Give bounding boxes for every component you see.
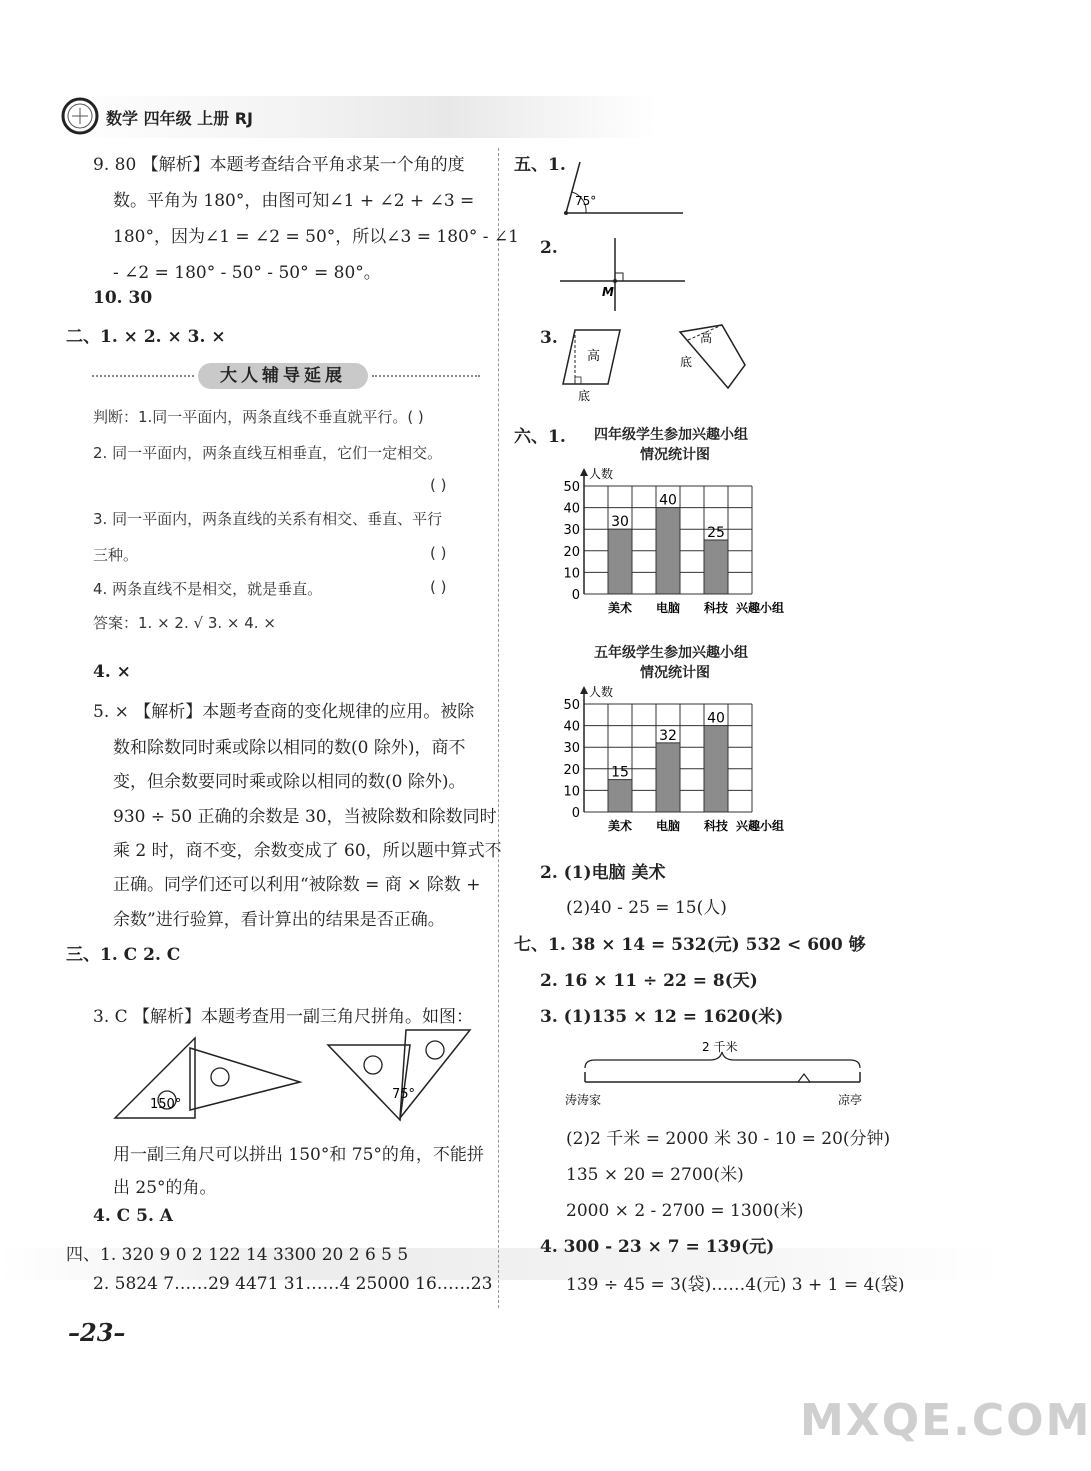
q5-line2: 数和除数同时乘或除以相同的数(0 除外)，商不 bbox=[113, 738, 466, 758]
y-axis-arrow bbox=[580, 686, 588, 694]
s7-q3b: (2)2 千米 = 2000 米 30 - 10 = 20(分钟) bbox=[566, 1129, 891, 1149]
ruler-pair-150 bbox=[115, 1038, 300, 1118]
y-tick-label: 10 bbox=[563, 566, 580, 582]
bar-value-label: 30 bbox=[611, 514, 629, 531]
ext-line6-blank: ( ) bbox=[430, 578, 447, 596]
ext-line4: 3. 同一平面内，两条直线的关系有相交、垂直、平行 bbox=[93, 510, 443, 528]
base-label-1: 底 bbox=[578, 389, 591, 403]
height-label-1: 高 bbox=[587, 349, 601, 364]
angle-75-label: 75° bbox=[392, 1087, 416, 1102]
bar-value-label: 15 bbox=[611, 764, 629, 781]
angle-75-drawing bbox=[558, 160, 688, 220]
s7-q1: 七、1. 38 × 14 = 532(元) 532 < 600 够 bbox=[514, 935, 866, 955]
s7-q3d: 2000 × 2 - 2700 = 1300(米) bbox=[566, 1201, 804, 1221]
q9-line2: 数。平角为 180°，由图可知∠1 + ∠2 + ∠3 = bbox=[113, 191, 475, 211]
bar-value-label: 40 bbox=[707, 710, 725, 727]
bar bbox=[608, 529, 632, 594]
base-label-2: 底 bbox=[680, 355, 693, 369]
q5-line1: 5. × 【解析】本题考查商的变化规律的应用。被除 bbox=[93, 702, 475, 722]
section-4-line2: 2. 5824 7……29 4471 31……4 25000 16……23 bbox=[93, 1274, 493, 1294]
s7-q4b: 139 ÷ 45 = 3(袋)……4(元) 3 + 1 = 4(袋) bbox=[566, 1275, 905, 1295]
y-tick-label: 40 bbox=[563, 501, 580, 517]
q5-line7: 余数”进行验算，看计算出的结果是否正确。 bbox=[113, 910, 445, 930]
ext-line3: ( ) bbox=[430, 476, 447, 494]
x-category-label: 电脑 bbox=[655, 819, 681, 833]
pavilion-label: 凉亭 bbox=[838, 1093, 863, 1107]
ext-line2: 2. 同一平面内，两条直线互相垂直，它们一定相交。 bbox=[93, 444, 443, 462]
x-category-label: 科技 bbox=[703, 601, 729, 615]
q10: 10. 30 bbox=[93, 288, 153, 308]
s5-angle-label: 75° bbox=[575, 194, 597, 208]
y-tick-label: 0 bbox=[571, 588, 580, 603]
s7-q2: 2. 16 × 11 ÷ 22 = 8(天) bbox=[540, 971, 758, 991]
watermark-text: MXQE.COM bbox=[800, 1395, 1091, 1446]
book-logo-icon bbox=[60, 96, 100, 136]
bar bbox=[656, 743, 680, 812]
y-axis-label: 人数 bbox=[589, 467, 614, 481]
s3-note2: 出 25°的角。 bbox=[113, 1178, 217, 1198]
rotated-quad-height bbox=[680, 325, 745, 388]
column-divider bbox=[498, 148, 499, 1308]
s3-q45: 4. C 5. A bbox=[93, 1206, 173, 1226]
ext-line6: 4. 两条直线不是相交，就是垂直。 bbox=[93, 580, 323, 598]
q9-line3: 180°，因为∠1 = ∠2 = 50°，所以∠3 = 180° - ∠1 bbox=[113, 227, 519, 247]
s5-q2: 2. bbox=[540, 238, 558, 258]
extension-banner: 大人辅导延展 bbox=[198, 363, 368, 389]
x-axis-label: 兴趣小组 bbox=[735, 819, 785, 833]
q4: 4. × bbox=[93, 662, 131, 682]
banner-dots-right bbox=[372, 375, 480, 377]
s5-q3-label: 3. bbox=[540, 328, 558, 348]
distance-diagram bbox=[560, 1038, 880, 1110]
page-number: –23– bbox=[68, 1318, 126, 1347]
y-axis-arrow bbox=[580, 468, 588, 476]
q5-line3: 变，但余数要同时乘或除以相同的数(0 除外)。 bbox=[113, 772, 466, 792]
s7-q4: 4. 300 - 23 × 7 = 139(元) bbox=[540, 1237, 775, 1257]
chart2-subtitle: 情况统计图 bbox=[640, 665, 710, 681]
header-title: 数学 四年级 上册 RJ bbox=[106, 109, 253, 128]
q9-line1: 9. 80 【解析】本题考查结合平角求某一个角的度 bbox=[93, 155, 465, 175]
y-tick-label: 30 bbox=[563, 741, 580, 757]
s6-q2b: (2)40 - 25 = 15(人) bbox=[566, 898, 727, 918]
ruler-pair-75 bbox=[328, 1030, 470, 1120]
perpendicular-drawing bbox=[560, 236, 690, 316]
ext-line1: 判断：1.同一平面内，两条直线不垂直就平行。( ) bbox=[93, 408, 424, 426]
ext-line5: 三种。 bbox=[93, 546, 139, 564]
y-tick-label: 50 bbox=[563, 480, 580, 495]
angle-150-label: 150° bbox=[150, 1097, 182, 1112]
ext-line5-blank: ( ) bbox=[430, 544, 447, 562]
section-4-line1: 四、1. 320 9 0 2 122 14 3300 20 2 6 5 5 bbox=[66, 1245, 409, 1265]
banner-dots-left bbox=[92, 375, 194, 377]
y-tick-label: 10 bbox=[563, 784, 580, 800]
section-2: 二、1. × 2. × 3. × bbox=[66, 327, 226, 347]
height-label-2: 高 bbox=[700, 331, 713, 345]
point-m-label: M bbox=[602, 285, 614, 299]
x-axis-label: 兴趣小组 bbox=[735, 601, 785, 615]
x-category-label: 美术 bbox=[607, 601, 633, 615]
y-tick-label: 20 bbox=[563, 544, 580, 560]
bar-value-label: 25 bbox=[707, 525, 725, 541]
chart2-svg bbox=[556, 682, 826, 842]
x-category-label: 科技 bbox=[703, 819, 729, 833]
ext-answer: 答案：1. × 2. √ 3. × 4. × bbox=[93, 614, 276, 632]
y-tick-label: 0 bbox=[571, 806, 580, 821]
s6-q1: 六、1. bbox=[514, 427, 566, 447]
bar bbox=[704, 726, 728, 812]
s3-note1: 用一副三角尺可以拼出 150°和 75°的角，不能拼 bbox=[113, 1145, 484, 1165]
triangle-rulers-figure bbox=[110, 1030, 490, 1130]
bar-value-label: 32 bbox=[659, 727, 677, 744]
distance-label: 2 千米 bbox=[702, 1040, 738, 1054]
bar bbox=[704, 540, 728, 594]
q9-line4: - ∠2 = 180° - 50° - 50° = 80°。 bbox=[113, 263, 381, 283]
home-label: 涛涛家 bbox=[565, 1093, 602, 1107]
chart1-svg bbox=[556, 464, 826, 624]
chart1-subtitle: 情况统计图 bbox=[640, 447, 710, 463]
page-number-value: 23 bbox=[80, 1318, 114, 1347]
bar-value-label: 40 bbox=[659, 492, 677, 509]
s6-q2: 2. (1)电脑 美术 bbox=[540, 863, 666, 883]
s7-q3: 3. (1)135 × 12 = 1620(米) bbox=[540, 1007, 784, 1027]
s5-q1: 五、1. bbox=[514, 155, 566, 175]
q5-line5: 乘 2 时，商不变，余数变成了 60，所以题中算式不 bbox=[113, 841, 502, 861]
x-category-label: 美术 bbox=[607, 819, 633, 833]
section-3: 三、1. C 2. C bbox=[66, 945, 181, 965]
chart2-title: 五年级学生参加兴趣小组 bbox=[594, 645, 748, 661]
height-drawings bbox=[560, 320, 760, 405]
y-axis-label: 人数 bbox=[589, 685, 614, 699]
s7-q3c: 135 × 20 = 2700(米) bbox=[566, 1165, 744, 1185]
bar bbox=[656, 508, 680, 594]
s3-q3: 3. C 【解析】本题考查用一副三角尺拼角。如图： bbox=[93, 1007, 474, 1027]
parallelogram-height bbox=[563, 330, 620, 403]
chart1-title: 四年级学生参加兴趣小组 bbox=[594, 427, 748, 443]
q5-line4: 930 ÷ 50 正确的余数是 30，当被除数和除数同时 bbox=[113, 807, 497, 827]
y-tick-label: 50 bbox=[563, 698, 580, 713]
y-tick-label: 40 bbox=[563, 719, 580, 735]
q5-line6: 正确。同学们还可以利用“被除数 = 商 × 除数 + bbox=[113, 875, 481, 895]
x-category-label: 电脑 bbox=[655, 601, 681, 615]
y-tick-label: 20 bbox=[563, 762, 580, 778]
bar bbox=[608, 780, 632, 812]
y-tick-label: 30 bbox=[563, 523, 580, 539]
